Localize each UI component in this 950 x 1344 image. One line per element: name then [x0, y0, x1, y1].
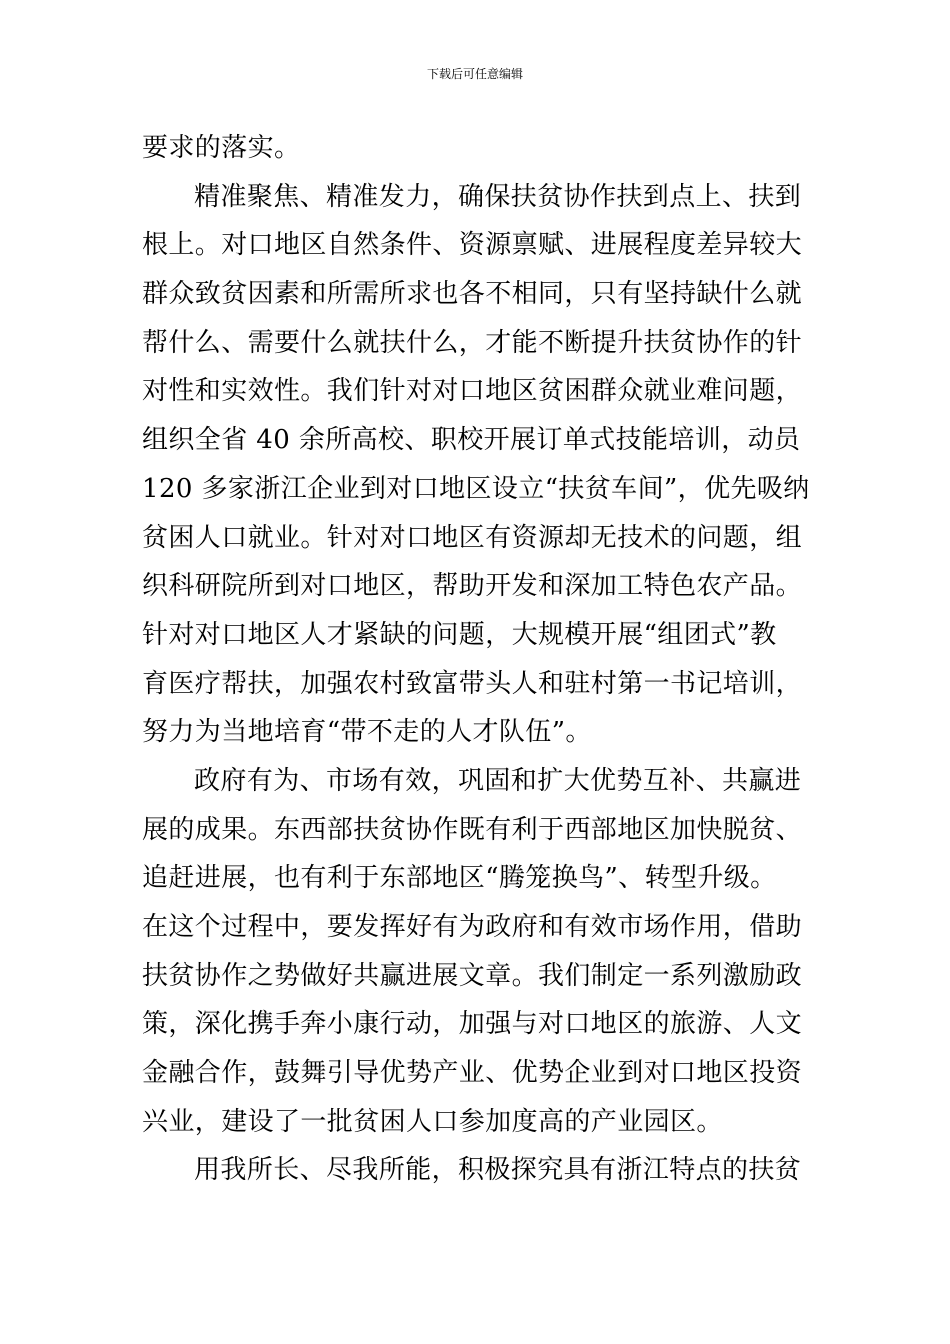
- text-line: 针对对口地区人才紧缺的问题，大规模开展“组团式”教: [142, 619, 777, 650]
- body-text: [142, 124, 810, 1195]
- text-line: 组织全省 40 余所高校、职校开展订单式技能培训，动员: [142, 425, 801, 456]
- text-line: 在这个过程中，要发挥好有为政府和有效市场作用，借助: [142, 912, 803, 942]
- text-line: 根上。对口地区自然条件、资源禀赋、进展程度差异较大: [142, 230, 803, 261]
- text-line: 扶贫协作之势做好共赢进展文章。我们制定一系列激励政: [142, 960, 803, 991]
- text-line: 120 多家浙江企业到对口地区设立“扶贫车间”，优先吸纳: [142, 473, 810, 504]
- text-line: 育医疗帮扶，加强农村致富带头人和驻村第一书记培训，: [142, 668, 803, 699]
- text-line-paragraph-start: 政府有为、市场有效，巩固和扩大优势互补、共赢进: [194, 765, 802, 796]
- text-line: 努力为当地培育“带不走的人才队伍”。: [142, 717, 592, 748]
- text-line: 兴业，建设了一批贫困人口参加度高的产业园区。: [142, 1106, 723, 1137]
- text-line: 帮什么、需要什么就扶什么，才能不断提升扶贫协作的针: [142, 327, 803, 358]
- text-line: 贫困人口就业。针对对口地区有资源却无技术的问题，组: [142, 522, 803, 553]
- page-header-note: 下载后可任意编辑: [426, 67, 523, 81]
- text-line: 织科研院所到对口地区，帮助开发和深加工特色农产品。: [142, 571, 803, 602]
- text-line: 群众致贫因素和所需所求也各不相同，只有坚持缺什么就: [142, 279, 803, 310]
- text-line: 追赶进展，也有利于东部地区“腾笼换鸟”、转型升级。: [142, 863, 777, 894]
- text-line: 对性和实效性。我们针对对口地区贫困群众就业难问题，: [142, 376, 803, 407]
- text-line-paragraph-start: 精准聚焦、精准发力，确保扶贫协作扶到点上、扶到: [194, 181, 802, 212]
- text-line-paragraph-start: 用我所长、尽我所能，积极探究具有浙江特点的扶贫: [194, 1155, 802, 1186]
- text-line: 金融合作，鼓舞引导优势产业、优势企业到对口地区投资: [142, 1058, 803, 1089]
- text-line: 策，深化携手奔小康行动，加强与对口地区的旅游、人文: [142, 1009, 803, 1040]
- text-line: 展的成果。东西部扶贫协作既有利于西部地区加快脱贫、: [142, 814, 803, 845]
- text-line: 要求的落实。: [142, 133, 301, 163]
